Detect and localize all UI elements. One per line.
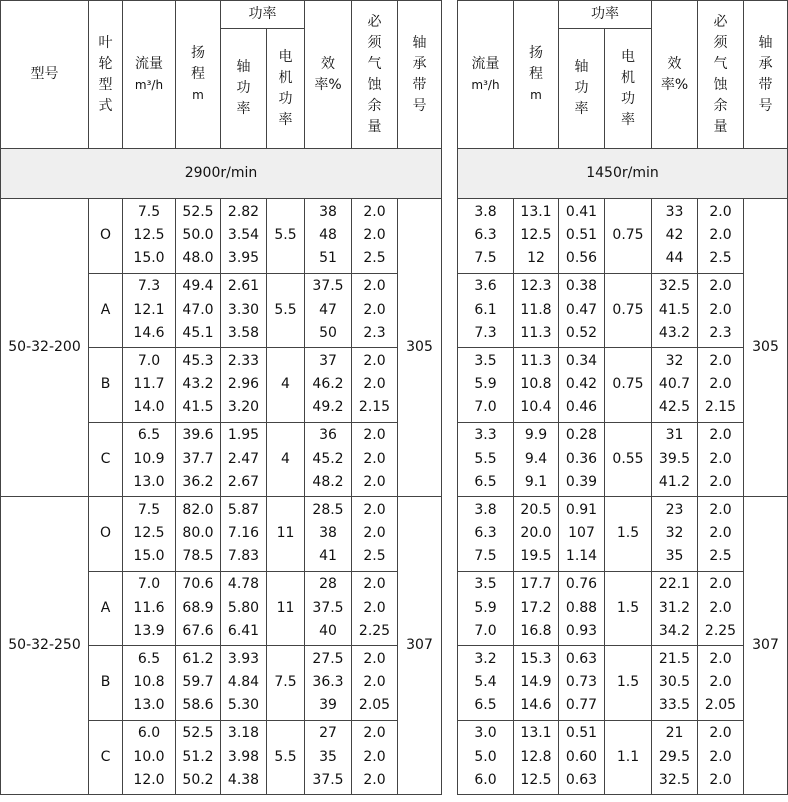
head-value: 61.2 59.7 58.6 — [176, 646, 221, 721]
efficiency-value: 38 48 51 — [305, 199, 352, 274]
head-value: 49.4 47.0 45.1 — [176, 273, 221, 348]
efficiency-value: 27 35 37.5 — [305, 720, 352, 795]
flow-value: 7.3 12.1 14.6 — [123, 273, 176, 348]
impeller-type: C — [89, 422, 123, 497]
shaft-power-value: 1.95 2.47 2.67 — [221, 422, 267, 497]
npsh-value-1450: 2.0 2.0 2.5 — [698, 199, 744, 274]
impeller-type: B — [89, 646, 123, 721]
motor-power-value-1450: 0.55 — [605, 422, 652, 497]
flow-value: 6.0 10.0 12.0 — [123, 720, 176, 795]
efficiency-value-1450: 23 32 35 — [652, 497, 698, 572]
shaft-power-value: 5.87 7.16 7.83 — [221, 497, 267, 572]
npsh-value: 2.0 2.0 2.0 — [352, 720, 398, 795]
head-value: 45.3 43.2 41.5 — [176, 348, 221, 423]
head-value: 52.5 51.2 50.2 — [176, 720, 221, 795]
shaft-power-value: 2.33 2.96 3.20 — [221, 348, 267, 423]
header-model: 型号 — [1, 1, 89, 149]
bearing-number-1450: 307 — [744, 497, 788, 795]
bearing-number: 307 — [398, 497, 442, 795]
table-row — [1, 422, 788, 497]
head-value-1450: 15.3 14.9 14.6 — [514, 646, 559, 721]
motor-power-value-1450: 0.75 — [605, 273, 652, 348]
header-head-2: 扬 程 m — [514, 1, 559, 149]
npsh-value: 2.0 2.0 2.0 — [352, 422, 398, 497]
impeller-type: O — [89, 497, 123, 572]
motor-power-value: 4 — [267, 348, 305, 423]
motor-power-value: 11 — [267, 571, 305, 646]
flow-value: 7.0 11.7 14.0 — [123, 348, 176, 423]
head-value-1450: 20.5 20.0 19.5 — [514, 497, 559, 572]
shaft-power-value: 2.61 3.30 3.58 — [221, 273, 267, 348]
header-npsh-2: 必 须 气 蚀 余 量 — [698, 1, 744, 149]
header-impeller: 叶 轮 型 式 — [89, 1, 123, 149]
npsh-value-1450: 2.0 2.0 2.15 — [698, 348, 744, 423]
header-power-group: 功率 — [221, 1, 305, 29]
header-motor-power: 电 机 功 率 — [267, 29, 305, 149]
npsh-value: 2.0 2.0 2.5 — [352, 497, 398, 572]
motor-power-value-1450: 1.1 — [605, 720, 652, 795]
motor-power-value-1450: 0.75 — [605, 199, 652, 274]
column-gap — [442, 1, 458, 199]
shaft-power-value: 3.18 3.98 4.38 — [221, 720, 267, 795]
head-value: 39.6 37.7 36.2 — [176, 422, 221, 497]
motor-power-value-1450: 1.5 — [605, 497, 652, 572]
header-shaft-power: 轴 功 率 — [221, 29, 267, 149]
table-row — [1, 646, 788, 721]
flow-value: 7.0 11.6 13.9 — [123, 571, 176, 646]
npsh-value: 2.0 2.0 2.25 — [352, 571, 398, 646]
efficiency-value-1450: 31 39.5 41.2 — [652, 422, 698, 497]
impeller-type: C — [89, 720, 123, 795]
flow-value: 6.5 10.9 13.0 — [123, 422, 176, 497]
speed-label-1450: 1450r/min — [458, 149, 788, 199]
shaft-power-value: 4.78 5.80 6.41 — [221, 571, 267, 646]
npsh-value: 2.0 2.0 2.3 — [352, 273, 398, 348]
flow-value: 7.5 12.5 15.0 — [123, 199, 176, 274]
table-row — [1, 273, 788, 348]
motor-power-value-1450: 1.5 — [605, 571, 652, 646]
npsh-value-1450: 2.0 2.0 2.25 — [698, 571, 744, 646]
head-value-1450: 11.3 10.8 10.4 — [514, 348, 559, 423]
table-row — [1, 571, 788, 646]
efficiency-value: 36 45.2 48.2 — [305, 422, 352, 497]
npsh-value: 2.0 2.0 2.05 — [352, 646, 398, 721]
header-npsh: 必 须 气 蚀 余 量 — [352, 1, 398, 149]
efficiency-value-1450: 21 29.5 32.5 — [652, 720, 698, 795]
motor-power-value: 5.5 — [267, 199, 305, 274]
npsh-value-1450: 2.0 2.0 2.0 — [698, 720, 744, 795]
flow-value-1450: 3.8 6.3 7.5 — [458, 497, 514, 572]
header-flow-2: 流量 m³/h — [458, 1, 514, 149]
header-head: 扬 程 m — [176, 1, 221, 149]
flow-value: 7.5 12.5 15.0 — [123, 497, 176, 572]
head-value-1450: 13.1 12.8 12.5 — [514, 720, 559, 795]
head-value-1450: 17.7 17.2 16.8 — [514, 571, 559, 646]
table-row — [1, 720, 788, 795]
efficiency-value: 28 37.5 40 — [305, 571, 352, 646]
motor-power-value: 5.5 — [267, 273, 305, 348]
efficiency-value-1450: 33 42 44 — [652, 199, 698, 274]
head-value: 70.6 68.9 67.6 — [176, 571, 221, 646]
flow-value-1450: 3.8 6.3 7.5 — [458, 199, 514, 274]
model-name: 50-32-200 — [1, 199, 89, 497]
shaft-power-value: 3.93 4.84 5.30 — [221, 646, 267, 721]
npsh-value: 2.0 2.0 2.15 — [352, 348, 398, 423]
header-efficiency-2: 效 率% — [652, 1, 698, 149]
model-name: 50-32-250 — [1, 497, 89, 795]
speed-label-2900: 2900r/min — [1, 149, 442, 199]
header-flow: 流量 m³/h — [123, 1, 176, 149]
impeller-type: B — [89, 348, 123, 423]
header-motor-power-2: 电 机 功 率 — [605, 29, 652, 149]
shaft-power-value-1450: 0.41 0.51 0.56 — [559, 199, 605, 274]
shaft-power-value-1450: 0.28 0.36 0.39 — [559, 422, 605, 497]
efficiency-value: 28.5 38 41 — [305, 497, 352, 572]
flow-value: 6.5 10.8 13.0 — [123, 646, 176, 721]
header-bearing: 轴 承 带 号 — [398, 1, 442, 149]
motor-power-value: 4 — [267, 422, 305, 497]
efficiency-value-1450: 22.1 31.2 34.2 — [652, 571, 698, 646]
efficiency-value-1450: 21.5 30.5 33.5 — [652, 646, 698, 721]
npsh-value-1450: 2.0 2.0 2.3 — [698, 273, 744, 348]
efficiency-value: 37 46.2 49.2 — [305, 348, 352, 423]
shaft-power-value: 2.82 3.54 3.95 — [221, 199, 267, 274]
flow-value-1450: 3.5 5.9 7.0 — [458, 571, 514, 646]
motor-power-value: 5.5 — [267, 720, 305, 795]
shaft-power-value-1450: 0.91 107 1.14 — [559, 497, 605, 572]
impeller-type: O — [89, 199, 123, 274]
efficiency-value-1450: 32.5 41.5 43.2 — [652, 273, 698, 348]
efficiency-value: 27.5 36.3 39 — [305, 646, 352, 721]
head-value-1450: 9.9 9.4 9.1 — [514, 422, 559, 497]
column-gap — [442, 199, 458, 795]
motor-power-value: 11 — [267, 497, 305, 572]
bearing-number-1450: 305 — [744, 199, 788, 497]
impeller-type: A — [89, 273, 123, 348]
npsh-value-1450: 2.0 2.0 2.05 — [698, 646, 744, 721]
header-bearing-2: 轴 承 带 号 — [744, 1, 788, 149]
shaft-power-value-1450: 0.76 0.88 0.93 — [559, 571, 605, 646]
shaft-power-value-1450: 0.63 0.73 0.77 — [559, 646, 605, 721]
table-row — [1, 348, 788, 423]
npsh-value-1450: 2.0 2.0 2.5 — [698, 497, 744, 572]
head-value: 82.0 80.0 78.5 — [176, 497, 221, 572]
efficiency-value-1450: 32 40.7 42.5 — [652, 348, 698, 423]
head-value-1450: 13.1 12.5 12 — [514, 199, 559, 274]
motor-power-value-1450: 1.5 — [605, 646, 652, 721]
flow-value-1450: 3.6 6.1 7.3 — [458, 273, 514, 348]
header-efficiency: 效 率% — [305, 1, 352, 149]
head-value: 52.5 50.0 48.0 — [176, 199, 221, 274]
efficiency-value: 37.5 47 50 — [305, 273, 352, 348]
impeller-type: A — [89, 571, 123, 646]
shaft-power-value-1450: 0.34 0.42 0.46 — [559, 348, 605, 423]
head-value-1450: 12.3 11.8 11.3 — [514, 273, 559, 348]
header-shaft-power-2: 轴 功 率 — [559, 29, 605, 149]
motor-power-value-1450: 0.75 — [605, 348, 652, 423]
flow-value-1450: 3.5 5.9 7.0 — [458, 348, 514, 423]
motor-power-value: 7.5 — [267, 646, 305, 721]
header-power-group-2: 功率 — [559, 1, 652, 29]
shaft-power-value-1450: 0.51 0.60 0.63 — [559, 720, 605, 795]
flow-value-1450: 3.0 5.0 6.0 — [458, 720, 514, 795]
table-row — [1, 199, 788, 274]
shaft-power-value-1450: 0.38 0.47 0.52 — [559, 273, 605, 348]
flow-value-1450: 3.2 5.4 6.5 — [458, 646, 514, 721]
npsh-value: 2.0 2.0 2.5 — [352, 199, 398, 274]
table-row — [1, 497, 788, 572]
npsh-value-1450: 2.0 2.0 2.0 — [698, 422, 744, 497]
flow-value-1450: 3.3 5.5 6.5 — [458, 422, 514, 497]
bearing-number: 305 — [398, 199, 442, 497]
